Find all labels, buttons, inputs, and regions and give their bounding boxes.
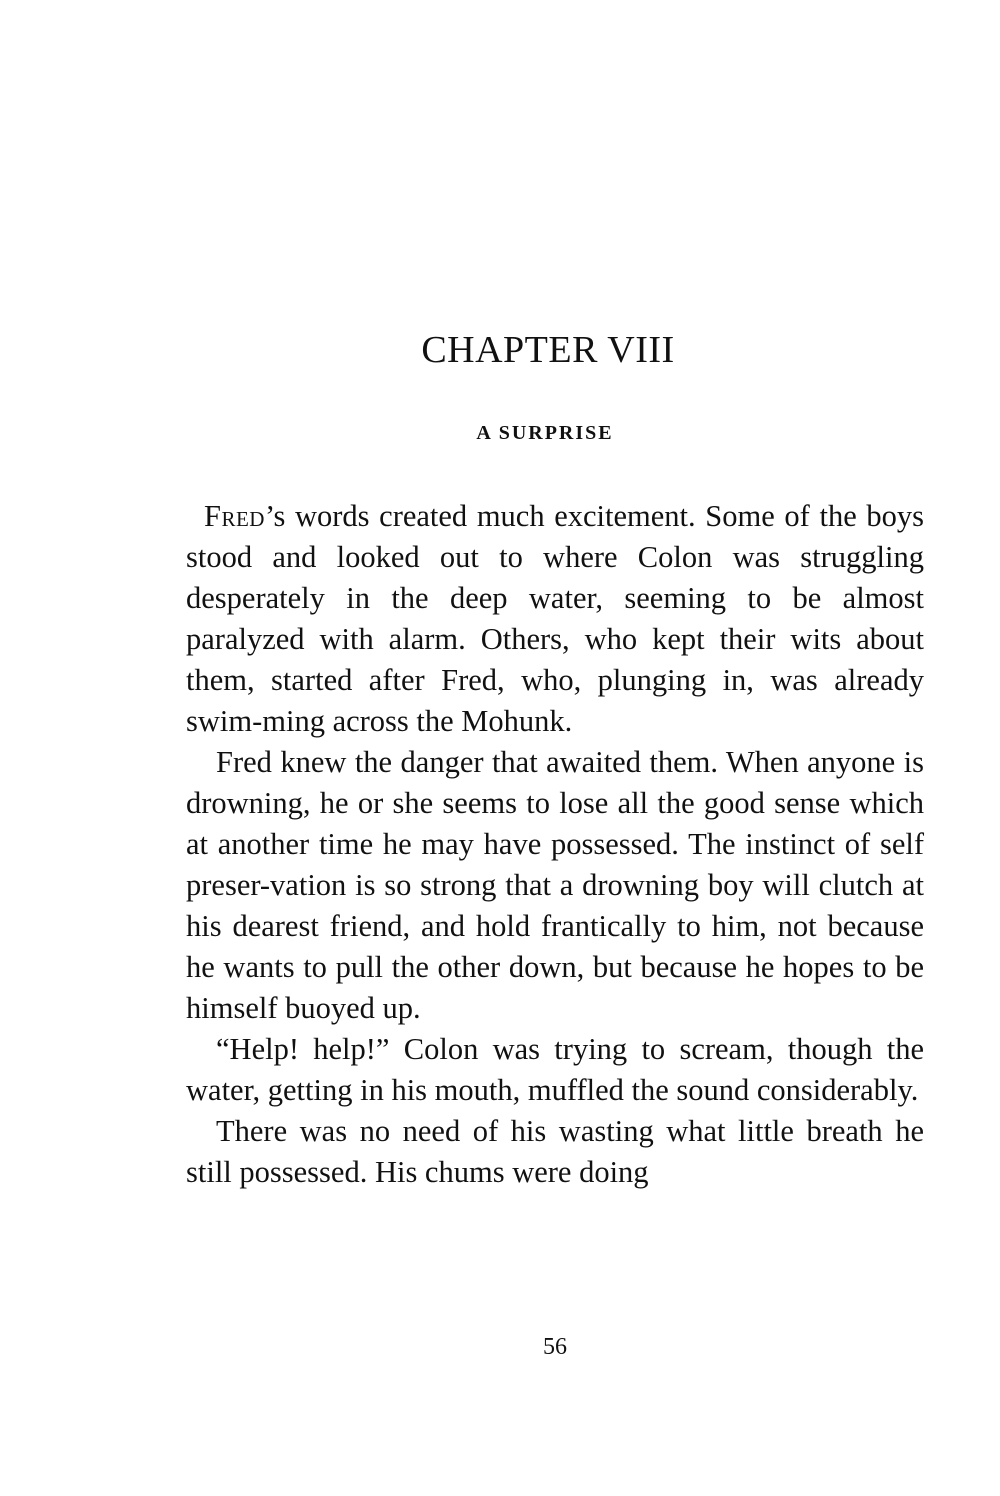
chapter-title: CHAPTER VIII xyxy=(421,329,675,371)
paragraph-4: There was no need of his wasting what little breath he still possessed. His chums were doing xyxy=(186,1114,924,1189)
paragraph-3: “Help! help!” Colon was trying to scream, though the water, getting in his mouth, muffled the sound considerably. xyxy=(186,1032,924,1107)
chapter-body xyxy=(186,496,924,1193)
paragraph-lead-word: Fred xyxy=(204,499,265,533)
paragraph-text: ’s words created much excitement. Some of the boys stood and looked out to where Colon was struggling desperately in the deep water, seeming to be almost paralyzed with alarm. Others, who kept their wits about them, started after Fred, who, plunging in, was already swim-ming across the Mohunk. xyxy=(186,499,924,738)
page-number: 56 xyxy=(543,1334,567,1360)
paragraph-1 xyxy=(186,496,924,742)
chapter-subtitle: A SURPRISE xyxy=(476,422,614,444)
paragraph-2: Fred knew the danger that awaited them. When anyone is drowning, he or she seems to lose all the good sense which at another time he may have possessed. The instinct of self preser-vation is so strong that a drowning boy will clutch at his dearest friend, and hold frantically to him, not because he wants to pull the other down, but because he hopes to be himself buoyed up. xyxy=(186,745,924,1025)
